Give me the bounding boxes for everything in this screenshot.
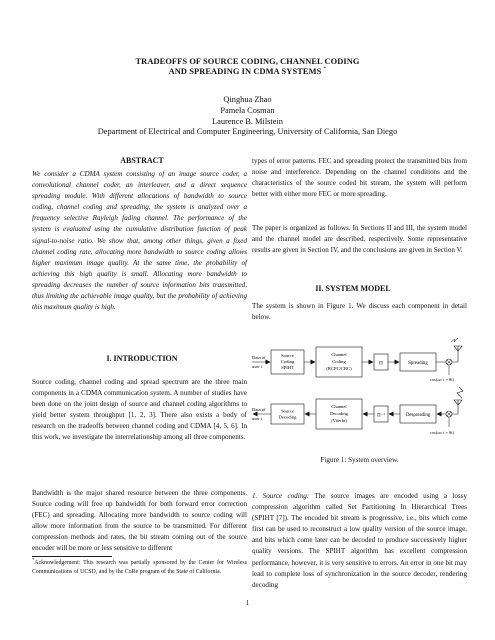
rx-output-label-line-2: user i [252, 416, 263, 421]
footnote [32, 559, 247, 577]
tx-carrier-label: cos(ωc t + θi) [430, 377, 454, 382]
affiliation: Department of Electrical and Computer Engineering, University of California, San Diego [97, 127, 398, 136]
source-decoding-label-1: Source [281, 408, 294, 414]
author-1: Qinghua Zhao [223, 95, 272, 104]
channel-coding-label-3: (RCPC/CRC) [326, 366, 352, 371]
introduction-paragraph-1: Source coding, channel coding and spread spectrum are the three main components in a CDMA communication system. A number of studies have been done on the joint design of source and channel coding algorithms to yield better system throughput [1, 2, 3]. There also exists a body of research on the tradeoffs between channel coding and CDMA [4, 5, 6]. In this work, we investigate the interrelationship among all three components. [32, 378, 247, 442]
right-paragraph-2: The paper is organized as follows. In Sections II and III, the system model and the channel model are described, respectively. Some representative results are given in Section IV, and the conclusions are given in Section V. [252, 224, 467, 255]
spreading-label: Spreading [408, 361, 428, 366]
interleaver-symbol: Π [379, 360, 383, 367]
right-paragraph-1: types of error patterns. FEC and spreading protect the transmitted bits from noise and interference. Depending on the channel conditions and the characteristics of the source coded bit stream, the system will perform better with either more FEC or more spreading. [252, 157, 467, 199]
introduction-paragraph-2: Bandwidth is the major shared resource between the three components. Source coding will free up bandwidth for both forward error correction (FEC) and spreading. Allocating more bandwidth to source coding will allow more information from the source to be transmitted. For different compression methods and rates, the bit stream coming out of the source encoder will be more or less sensitive to different [32, 489, 247, 553]
footnote-text: Acknowledgement: This research was partially sponsored by the Center for Wireless Communications of UCSD, and by the CoRe program of the State of California. [32, 560, 247, 576]
source-coding-label-3: SPIHT [281, 365, 294, 370]
channel-coding-label-1: Channel [331, 352, 347, 357]
radio-link-icon [457, 387, 463, 398]
tx-input-label-line-2: user i [252, 364, 263, 369]
right-paragraph-4 [252, 491, 467, 591]
rx-output-label-line-1: Data of [252, 407, 266, 412]
right-paragraph-3: The system is shown in Figure 1. We discuss each component in detail below. [252, 302, 467, 322]
author-3: Laurence B. Milstein [212, 117, 283, 126]
source-coding-lead: 1. Source coding: [252, 492, 310, 500]
source-coding-label-1: Source [281, 353, 294, 358]
source-coding-text: The source images are encoded using a lossy compression algorithm called Set Partitioning In Hierarchical Trees (SPIHT [7]). The encoded bit stream is progressive, i.e., bits which come first can be used to reconstruct a low quality version of the source image, and bits which come later can be decoded to produce successively higher quality versions. The SPIHT algorithm has excellent compression performance, however, it is very sensitive to errors. An error in one bit may lead to complete loss of synchronization in the source decoder, rendering decoding [252, 492, 467, 589]
tx-input-label-line-1: Data of [252, 355, 266, 360]
channel-decoding-label-3: (Viterbi) [331, 418, 347, 423]
system-model-heading: II. SYSTEM MODEL [315, 284, 391, 293]
paper-title-line-2: AND SPREADING IN CDMA SYSTEMS * [168, 66, 327, 76]
introduction-heading: I. INTRODUCTION [106, 354, 178, 363]
deinterleaver-symbol: Π⁻¹ [377, 413, 385, 419]
system-overview-figure [252, 337, 467, 449]
tx-antenna-icon [451, 338, 462, 362]
footnote-rule [32, 556, 112, 557]
system-diagram [252, 337, 467, 449]
source-coding-label-2: Coding [280, 359, 295, 364]
rx-antenna-icon [454, 400, 462, 414]
source-decoding-label-2: Decoding [278, 414, 297, 420]
paper-title-line-1: TRADEOFFS OF SOURCE CODING, CHANNEL CODING [135, 57, 360, 66]
rx-carrier-label: cos(ωc t + θi) [430, 430, 454, 435]
page-number: 1 [245, 599, 250, 607]
despreading-label: Despreading [405, 413, 431, 418]
channel-decoding-label-2: Decoding [330, 411, 348, 416]
author-2: Pamela Cosman [220, 106, 275, 115]
title-footnote-mark: * [323, 66, 327, 73]
footnote-mark: * [32, 557, 35, 563]
channel-coding-label-2: Coding [332, 359, 346, 364]
abstract-text: We consider a CDMA system consisting of an image source coder, a convolutional channel coder, an interleaver, and a direct sequence spreading module. With different allocations of bandwidth to source coding, channel coding and spreading, the system is analyzed over a frequency selective Rayleigh fading channel. The performance of the system is evaluated using the cumulative distribution function of peak signal-to-noise ratio. We show that, among other things, given a fixed channel coding rate, allocating more bandwidth to source coding allows higher maximum image quality. At the same time, the probability of achieving this high quality is small. Allocating more bandwidth to spreading decreases the number of source information bits transmitted, thus limiting the achievable image quality, but the probability of achieving this maximum quality is high. [32, 170, 247, 312]
channel-decoding-label-1: Channel [331, 404, 347, 409]
abstract-heading: ABSTRACT [120, 156, 164, 165]
figure-caption: Figure 1: System overview. [320, 456, 399, 464]
